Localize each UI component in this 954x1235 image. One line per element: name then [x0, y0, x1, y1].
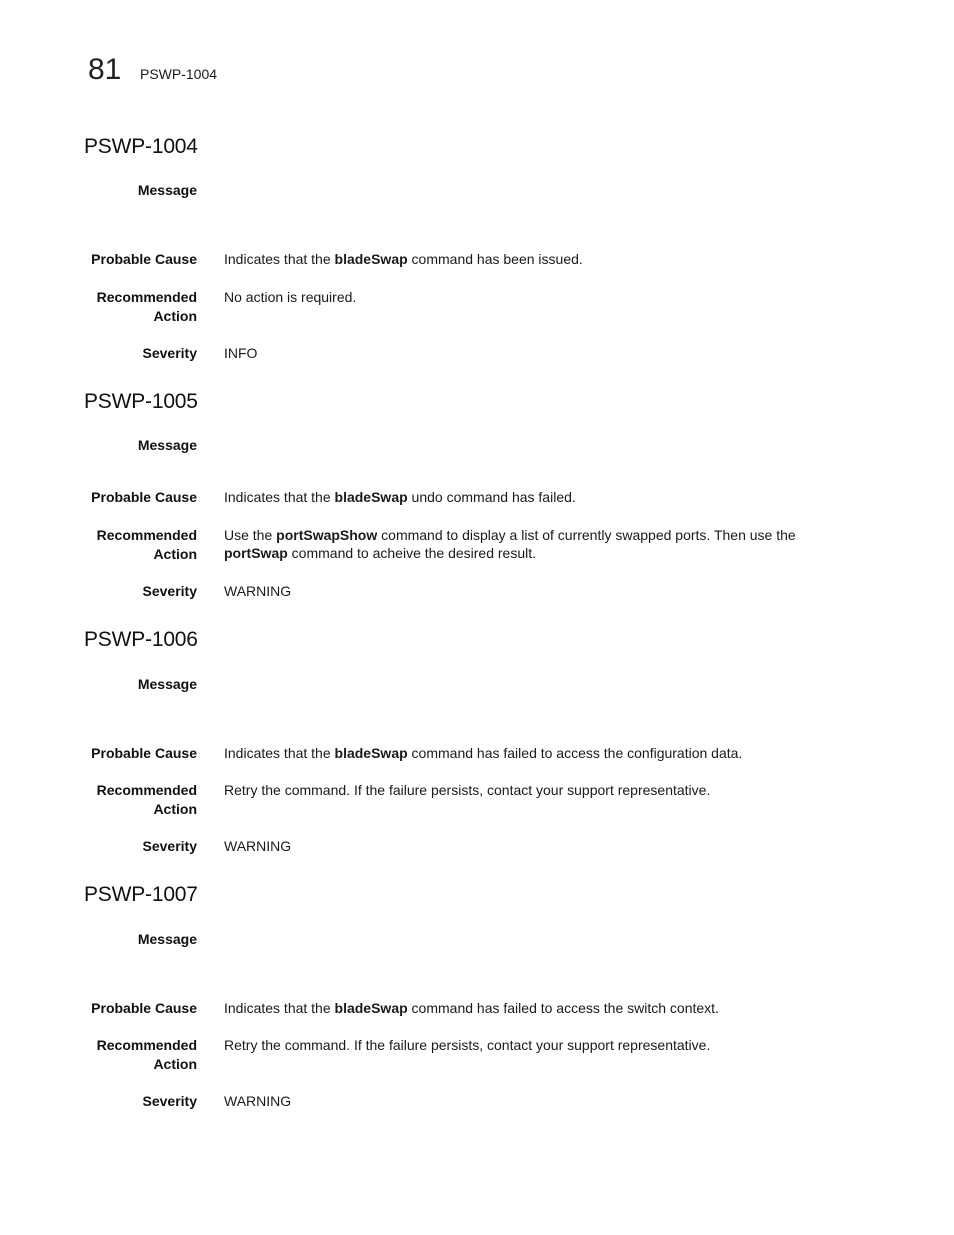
severity-label: Severity: [142, 583, 197, 599]
recommended-action-text: Retry the command. If the failure persists, contact your support representative.: [224, 1037, 711, 1053]
message-label: Message: [137, 676, 197, 692]
probable-cause-text: Indicates that the bladeSwap command has been issued.: [224, 251, 583, 267]
probable-cause-label: Probable Cause: [91, 745, 197, 761]
severity-label: Severity: [142, 1093, 197, 1109]
command-name: portSwapShow: [276, 527, 378, 543]
chapter-number: 81: [88, 53, 122, 86]
command-name: bladeSwap: [334, 1000, 408, 1016]
recommended-action-text: Use the portSwapShow command to display a list of currently swapped ports. Then use the portSwap command to acheive the desired result.: [224, 527, 796, 561]
severity-label: Severity: [142, 838, 197, 854]
message-id-heading: PSWP-1006: [84, 628, 198, 651]
command-name: portSwap: [224, 545, 288, 561]
command-name: bladeSwap: [334, 745, 408, 761]
probable-cause-label: Probable Cause: [91, 489, 197, 505]
message-label: Message: [137, 437, 197, 453]
severity-value: WARNING: [224, 583, 292, 599]
message-id-heading: PSWP-1005: [84, 390, 198, 413]
message-label: Message: [137, 931, 197, 947]
recommended-action-text: No action is required.: [224, 289, 357, 305]
running-title: PSWP-1004: [140, 66, 218, 82]
probable-cause-text: Indicates that the bladeSwap command has failed to access the configuration data.: [224, 745, 743, 761]
command-name: bladeSwap: [334, 251, 408, 267]
recommended-action-text: Retry the command. If the failure persists, contact your support representative.: [224, 782, 711, 798]
message-id-heading: PSWP-1004: [84, 135, 198, 158]
probable-cause-label: Probable Cause: [91, 251, 197, 267]
recommended-action-label: Recommended Action: [96, 1037, 197, 1072]
probable-cause-text: Indicates that the bladeSwap command has failed to access the switch context.: [224, 1000, 719, 1016]
probable-cause-label: Probable Cause: [91, 1000, 197, 1016]
command-name: bladeSwap: [334, 489, 408, 505]
severity-label: Severity: [142, 345, 197, 361]
severity-value: WARNING: [224, 838, 292, 854]
recommended-action-label: Recommended Action: [96, 782, 197, 817]
probable-cause-text: Indicates that the bladeSwap undo command has failed.: [224, 489, 576, 505]
message-label: Message: [137, 182, 197, 198]
recommended-action-label: Recommended Action: [96, 527, 197, 562]
severity-value: WARNING: [224, 1093, 292, 1109]
recommended-action-label: Recommended Action: [96, 289, 197, 324]
message-id-heading: PSWP-1007: [84, 883, 198, 906]
severity-value: INFO: [224, 345, 258, 361]
